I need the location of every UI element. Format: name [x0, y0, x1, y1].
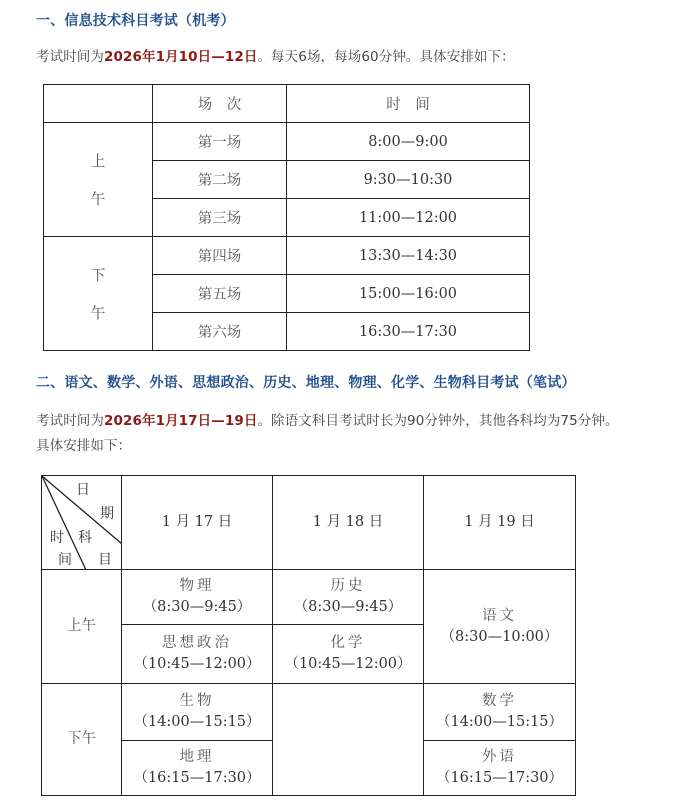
exam-date-highlight: 2026年1月17日—19日: [104, 413, 258, 429]
date-header: 1 月 19 日: [424, 476, 576, 570]
section2-intro: [36, 409, 619, 429]
corner-label-mu: 目: [98, 552, 112, 568]
session-name: 第四场: [153, 237, 287, 275]
period-afternoon: 下 午: [44, 237, 153, 351]
period-morning: 上午: [42, 570, 122, 684]
header-time: 时 间: [287, 85, 530, 123]
session-time: 8:00—9:00: [287, 123, 530, 161]
corner-label-jian: 间: [58, 552, 72, 568]
intro-suffix: 。每天6场，每场60分钟。具体安排如下：: [257, 49, 515, 65]
exam-cell: 外语 （16:15—17:30）: [424, 741, 576, 796]
session-time: 16:30—17:30: [287, 313, 530, 351]
session-time: 11:00—12:00: [287, 199, 530, 237]
session-name: 第三场: [153, 199, 287, 237]
period-morning: 上 午: [44, 123, 153, 237]
exam-cell: 数学 （14:00—15:15）: [424, 684, 576, 741]
corner-label-qi: 期: [100, 506, 114, 522]
session-name: 第六场: [153, 313, 287, 351]
intro-prefix: 考试时间为: [36, 49, 104, 65]
table-row: [44, 237, 530, 275]
session-name: 第一场: [153, 123, 287, 161]
section1-intro: [36, 45, 515, 65]
section1-heading: 一、信息技术科目考试（机考）: [36, 13, 235, 29]
date-header: 1 月 18 日: [273, 476, 424, 570]
it-exam-schedule-table: [43, 84, 530, 351]
corner-label-ri: 日: [76, 482, 90, 498]
period-afternoon: 下午: [42, 684, 122, 796]
table-row: [42, 570, 576, 625]
session-time: 9:30—10:30: [287, 161, 530, 199]
header-blank: [44, 85, 153, 123]
corner-label-ke: 科: [78, 530, 92, 546]
empty-exam-cell: [273, 684, 424, 796]
date-header: 1 月 17 日: [122, 476, 273, 570]
exam-date-highlight: 2026年1月10日—12日: [104, 49, 258, 65]
table-row: [44, 123, 530, 161]
session-time: 15:00—16:00: [287, 275, 530, 313]
date-header-row: [42, 476, 576, 570]
intro-prefix: 考试时间为: [36, 413, 104, 429]
diagonal-header-cell: [42, 476, 122, 570]
corner-label-shi: 时: [50, 530, 64, 546]
exam-cell: 化学 （10:45—12:00）: [273, 625, 424, 684]
session-name: 第二场: [153, 161, 287, 199]
table-row: [42, 684, 576, 741]
exam-cell: 思想政治 （10:45—12:00）: [122, 625, 273, 684]
exam-cell: 历史 （8:30—9:45）: [273, 570, 424, 625]
exam-cell: 语文 （8:30—10:00）: [424, 570, 576, 684]
exam-cell: 生物 （14:00—15:15）: [122, 684, 273, 741]
session-time: 13:30—14:30: [287, 237, 530, 275]
intro-suffix: 。除语文科目考试时长为90分钟外，其他各科均为75分钟。: [257, 413, 619, 429]
section2-heading: 二、语文、数学、外语、思想政治、历史、地理、物理、化学、生物科目考试（笔试）: [36, 375, 576, 391]
written-exam-schedule-table: [41, 475, 576, 796]
exam-cell: 物理 （8:30—9:45）: [122, 570, 273, 625]
exam-cell: 地理 （16:15—17:30）: [122, 741, 273, 796]
table-header-row: [44, 85, 530, 123]
section2-intro-line2: 具体安排如下：: [36, 438, 132, 454]
session-name: 第五场: [153, 275, 287, 313]
header-session: 场 次: [153, 85, 287, 123]
